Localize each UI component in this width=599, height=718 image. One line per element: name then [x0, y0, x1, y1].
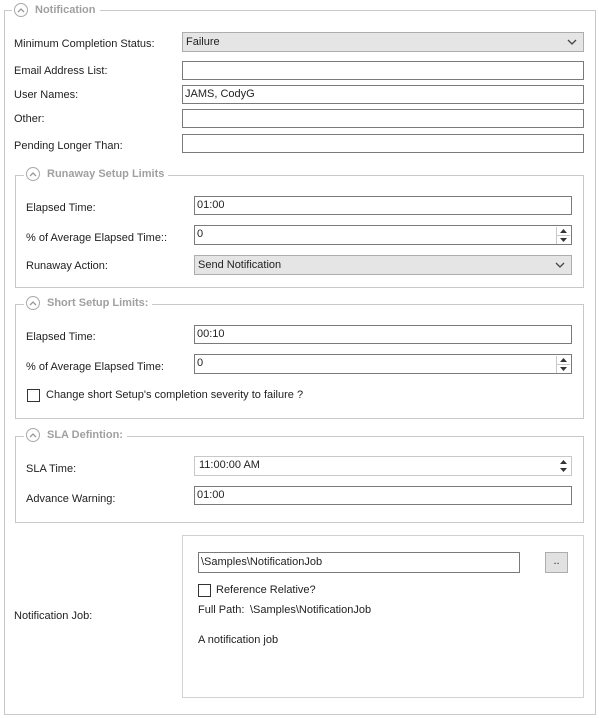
short-legend: [24, 296, 152, 310]
severity-label: Change short Setup's completion severity to failure ?: [46, 389, 304, 401]
full-path-label: Full Path:: [198, 604, 245, 616]
short-title: Short Setup Limits:: [47, 297, 149, 309]
other-label: Other:: [14, 113, 45, 125]
notification-legend: [12, 3, 100, 17]
spin-down-icon[interactable]: [556, 466, 570, 474]
user-names-label: User Names:: [14, 89, 79, 101]
spin-down-icon[interactable]: [557, 364, 570, 372]
spin-buttons[interactable]: [556, 356, 570, 373]
short-pct-value: 0: [197, 357, 204, 369]
spin-up-icon[interactable]: [556, 458, 570, 466]
min-completion-value: Failure: [186, 36, 220, 48]
sla-title: SLA Defintion:: [47, 429, 123, 441]
short-elapsed-field[interactable]: 00:10: [194, 325, 572, 344]
collapse-notification-icon[interactable]: [14, 3, 28, 17]
min-completion-select[interactable]: [182, 32, 584, 52]
job-path-field[interactable]: \Samples\NotificationJob: [198, 552, 520, 573]
sla-time-label: SLA Time:: [26, 463, 77, 475]
pending-label: Pending Longer Than:: [14, 140, 123, 152]
spin-up-icon[interactable]: [557, 227, 570, 235]
runaway-elapsed-label: Elapsed Time:: [26, 202, 96, 214]
runaway-pct-label: % of Average Elapsed Time::: [26, 232, 168, 244]
job-description: A notification job: [198, 634, 279, 646]
notification-title: Notification: [35, 4, 96, 16]
sla-legend: [24, 428, 127, 442]
other-field[interactable]: [182, 109, 584, 128]
runaway-pct-stepper[interactable]: [194, 225, 572, 245]
short-pct-label: % of Average Elapsed Time:: [26, 361, 164, 373]
email-field[interactable]: [182, 61, 584, 80]
short-pct-stepper[interactable]: [194, 354, 572, 374]
chevron-down-icon: [555, 260, 565, 270]
spin-down-icon[interactable]: [557, 235, 570, 243]
chevron-down-icon: [567, 37, 577, 47]
notification-job-label: Notification Job:: [14, 610, 93, 622]
sla-time-value: 11:00:00 AM: [199, 459, 260, 471]
sla-group: [15, 436, 584, 523]
collapse-short-icon[interactable]: [26, 296, 40, 310]
advance-warning-field[interactable]: 01:00: [194, 486, 572, 505]
runaway-title: Runaway Setup Limits: [47, 168, 165, 180]
reference-relative-checkbox[interactable]: [198, 584, 211, 597]
full-path-value: \Samples\NotificationJob: [250, 604, 372, 616]
spin-buttons[interactable]: [556, 458, 570, 475]
pending-field[interactable]: [182, 134, 584, 153]
short-elapsed-label: Elapsed Time:: [26, 331, 96, 343]
reference-relative-label: Reference Relative?: [216, 584, 316, 596]
spin-up-icon[interactable]: [557, 356, 570, 364]
runaway-pct-value: 0: [197, 228, 204, 240]
collapse-sla-icon[interactable]: [26, 428, 40, 442]
runaway-action-select[interactable]: [194, 255, 572, 275]
severity-checkbox[interactable]: [27, 389, 40, 402]
email-label: Email Address List:: [14, 65, 108, 77]
user-names-field[interactable]: JAMS, CodyG: [182, 85, 584, 104]
sla-time-picker[interactable]: [194, 456, 572, 476]
runaway-legend: [24, 167, 168, 181]
spin-buttons[interactable]: [556, 227, 570, 244]
runaway-elapsed-field[interactable]: 01:00: [194, 196, 572, 215]
browse-button[interactable]: ..: [545, 552, 568, 573]
collapse-runaway-icon[interactable]: [26, 167, 40, 181]
min-completion-label: Minimum Completion Status:: [14, 38, 155, 50]
runaway-action-value: Send Notification: [198, 259, 282, 271]
runaway-action-label: Runaway Action:: [26, 260, 108, 272]
advance-warning-label: Advance Warning:: [26, 493, 116, 505]
